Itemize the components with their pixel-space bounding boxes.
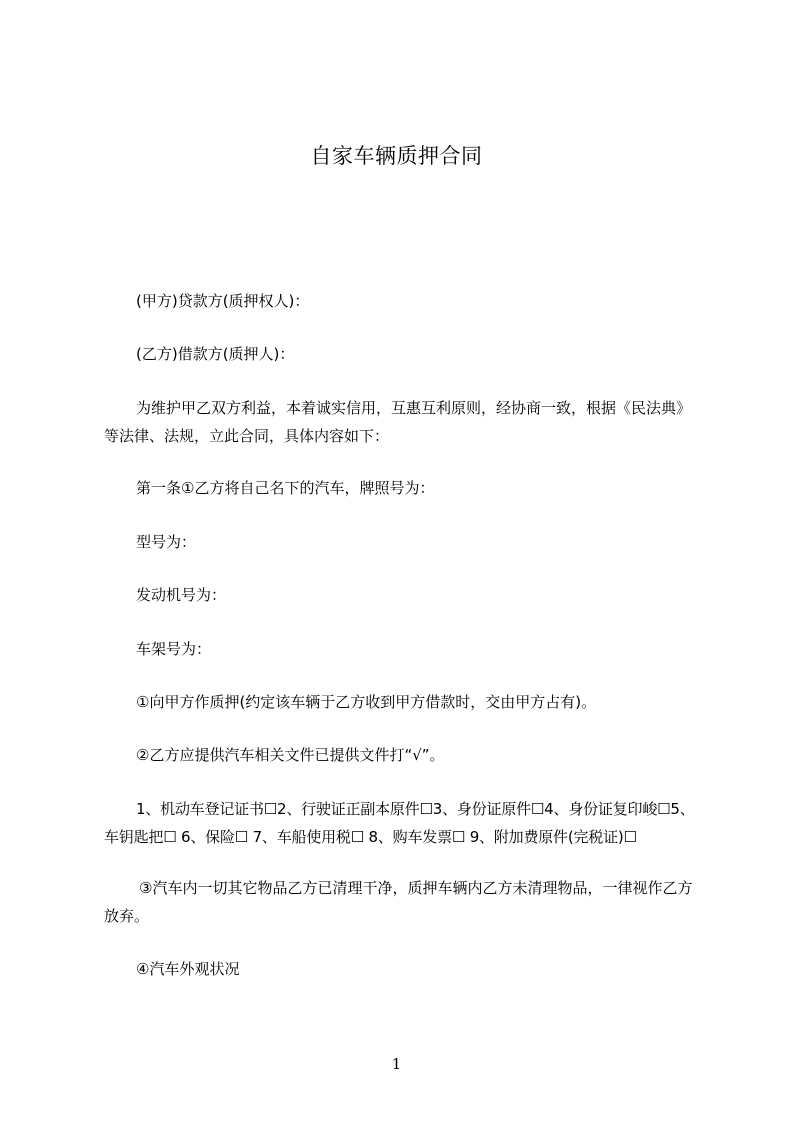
documents-checklist: 1、机动车登记证书☐2、行驶证正副本原件☐3、身份证原件☐4、身份证复印峻☐5、车钥匙把☐ 6、保险☐ 7、车船使用税☐ 8、购车发票☐ 9、附加费原件(完税证)☐ bbox=[104, 800, 695, 846]
page-number: 1 bbox=[391, 1055, 402, 1073]
pledge-item-2: ②乙方应提供汽车相关文件已提供文件打“√”。 bbox=[136, 746, 445, 764]
preamble-paragraph: 为维护甲乙双方利益，本着诚实信用，互惠互利原则，经协商一致，根据《民法典》等法律、法规，立此合同，具体内容如下： bbox=[104, 399, 692, 445]
frame-line: 车架号为： bbox=[136, 640, 212, 658]
document-title: 自家车辆质押合同 bbox=[310, 144, 483, 168]
engine-line: 发动机号为： bbox=[136, 586, 227, 604]
model-line: 型号为： bbox=[136, 533, 197, 551]
pledge-item-3: ③汽车内一切其它物品乙方已清理干净，质押车辆内乙方未清理物品，一律视作乙方放弃。 bbox=[104, 879, 693, 925]
pledge-item-4: ④汽车外观状况 bbox=[136, 960, 240, 978]
pledge-item-1: ①向甲方作质押(约定该车辆于乙方收到甲方借款时，交由甲方占有)。 bbox=[136, 693, 597, 711]
article1-line: 第一条①乙方将自己名下的汽车，牌照号为： bbox=[136, 479, 435, 497]
party-b-line: (乙方)借款方(质押人)： bbox=[136, 345, 295, 363]
party-a-line: (甲方)贷款方(质押权人)： bbox=[136, 292, 310, 310]
